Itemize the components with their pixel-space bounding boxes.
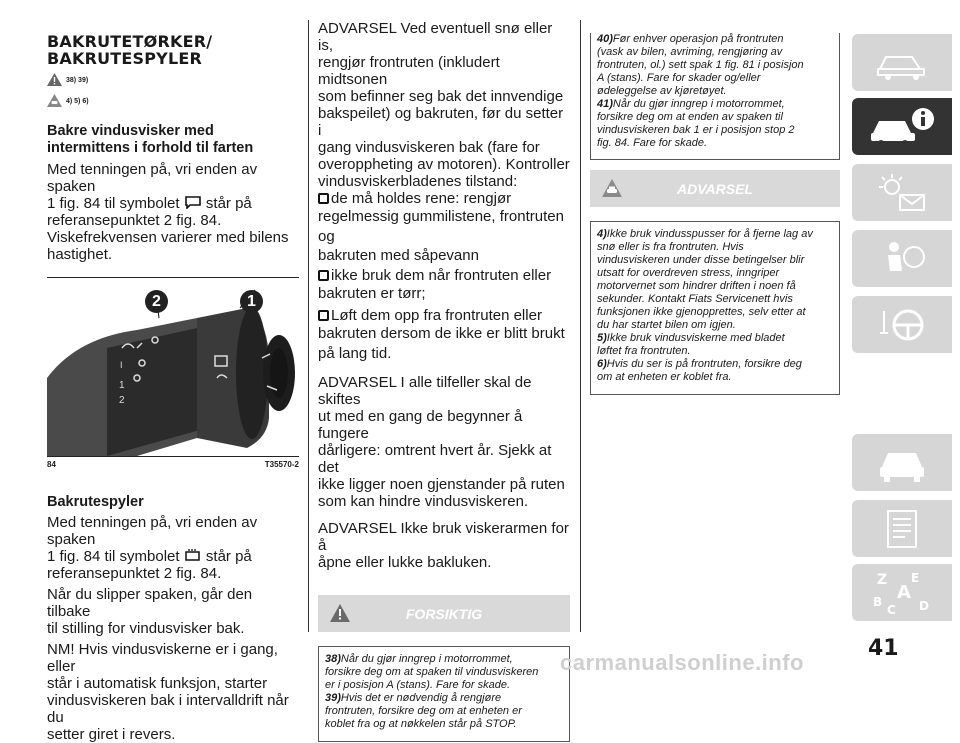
note-number: 4) bbox=[597, 228, 607, 240]
note-ref-1 bbox=[47, 73, 299, 88]
bullet-item-3 bbox=[318, 307, 570, 324]
text-line: ADVARSEL Ved eventuell snø eller is, bbox=[318, 20, 553, 54]
bullet-list bbox=[318, 190, 570, 364]
text-line: vindusviskerbladenes tilstand: bbox=[318, 173, 518, 190]
note-text: Ikke bruk vindusspusser for å fjerne lag av bbox=[606, 228, 813, 240]
note-text: (vask av bilen, avriming, rengjøring av bbox=[597, 46, 783, 58]
bullet-text: bakruten er tørr; bbox=[318, 285, 426, 302]
bullet-text: på lang tid. bbox=[318, 345, 392, 362]
warning-triangle-icon bbox=[330, 604, 350, 625]
text-line: gang vindusviskeren bak (fare for bbox=[318, 139, 540, 156]
note-text: Hvis det er nødvendig å rengjøre bbox=[340, 692, 502, 704]
caution-header bbox=[318, 595, 570, 632]
warning-title: ADVARSEL bbox=[677, 180, 753, 197]
paragraph-1-line: Med tenningen på, vri enden av spaken bbox=[47, 161, 258, 195]
subheading-rear-washer: Bakrutespyler bbox=[47, 494, 144, 510]
subheading-rear-wiper bbox=[47, 123, 299, 157]
text-line: rengjør frontruten (inkludert midtsonen bbox=[318, 54, 500, 88]
bullet-text: bakruten med såpevann bbox=[318, 247, 479, 264]
car-warning-icon bbox=[47, 94, 62, 109]
figure-caption bbox=[47, 460, 299, 469]
note-text: frontruten, forsikre deg om at enheten er bbox=[325, 705, 522, 717]
subheading-rear-wiper-line1: Bakre vindusvisker med bbox=[47, 123, 214, 139]
note-number: 6) bbox=[597, 358, 607, 370]
note-text: vindusviskeren under disse betingelser blir bbox=[597, 254, 805, 266]
bullet-square-icon bbox=[318, 310, 329, 321]
rear-wiper-symbol-icon bbox=[184, 195, 202, 212]
warning-6 bbox=[597, 358, 833, 371]
rear-washer-symbol-icon bbox=[184, 548, 202, 565]
warning-paragraph-tailgate bbox=[318, 520, 570, 571]
svg-text:D: D bbox=[919, 598, 929, 613]
alphabet-index-icon bbox=[867, 568, 937, 618]
car-info-icon bbox=[867, 105, 937, 149]
tab-technical-data[interactable] bbox=[852, 500, 952, 557]
text-line: ADVARSEL Ikke bruk viskerarmen for å bbox=[318, 520, 569, 554]
paragraph-4-line: setter giret i revers. bbox=[47, 726, 176, 743]
paragraph-2-text: står på bbox=[205, 548, 252, 565]
note-number: 39) bbox=[325, 692, 341, 704]
note-number: 5) bbox=[597, 332, 607, 344]
tab-emergency[interactable] bbox=[852, 434, 952, 491]
paragraph-2 bbox=[47, 514, 299, 582]
paragraph-1-line: Viskefrekvensen varierer med bilens bbox=[47, 229, 289, 246]
svg-text:E: E bbox=[911, 570, 920, 585]
note-text: du har startet bilen om igjen. bbox=[597, 319, 736, 331]
text-line: ut med en gang de begynner å fungere bbox=[318, 408, 523, 442]
callout-2: 2 bbox=[145, 290, 168, 313]
note-text: løftet fra frontruten. bbox=[597, 345, 691, 357]
note-38 bbox=[325, 653, 563, 666]
paragraph-2-line: referansepunktet 2 fig. 84. bbox=[47, 565, 222, 582]
note-text: ødeleggelse av kjøretøyet. bbox=[597, 85, 727, 97]
bullet-text: ikke bruk dem når frontruten eller bbox=[331, 267, 552, 284]
bullet-text: Løft dem opp fra frontruten eller bbox=[331, 307, 542, 324]
paragraph-3 bbox=[47, 586, 299, 637]
bullet-text: de må holdes rene: rengjør bbox=[331, 190, 512, 207]
note-text: koblet fra og at nøkkelen står på STOP. bbox=[325, 718, 517, 730]
column-divider-1 bbox=[308, 20, 309, 632]
paragraph-3-line: til stilling for vindusvisker bak. bbox=[47, 620, 245, 637]
figure-number: 84 bbox=[47, 460, 56, 469]
bullet-square-icon bbox=[318, 193, 329, 204]
tab-safety[interactable] bbox=[852, 230, 952, 287]
svg-text:I: I bbox=[120, 360, 123, 370]
note-text: Når du gjør inngrep i motorrommet, bbox=[340, 653, 513, 665]
note-ref-1-text: 38) 39) bbox=[66, 77, 89, 84]
svg-text:2: 2 bbox=[119, 395, 125, 406]
tab-lights-messages[interactable] bbox=[852, 164, 952, 221]
document-list-icon bbox=[872, 507, 932, 551]
note-number: 41) bbox=[597, 98, 613, 110]
note-text: Ikke bruk vindusviskerne med bladet bbox=[606, 332, 785, 344]
tab-starting-driving[interactable] bbox=[852, 296, 952, 353]
warning-5 bbox=[597, 332, 833, 345]
tab-dashboard[interactable] bbox=[852, 34, 952, 91]
text-line: ADVARSEL I alle tilfeller skal de skiftes bbox=[318, 374, 532, 408]
paragraph-1-line: hastighet. bbox=[47, 246, 113, 263]
callout-1: 1 bbox=[240, 290, 263, 313]
caution-box bbox=[318, 595, 570, 742]
paragraph-2-line bbox=[47, 548, 299, 565]
note-text: frontruten, ol.) sett spak 1 fig. 81 i posisjon bbox=[597, 59, 804, 71]
note-text: A (stans). Fare for skader og/eller bbox=[597, 72, 761, 84]
figure-code: T35570-2 bbox=[264, 460, 299, 469]
note-text: fig. 84. Fare for skade. bbox=[597, 137, 708, 149]
paragraph-1 bbox=[47, 161, 299, 263]
note-text: Før enhver operasjon på frontruten bbox=[612, 33, 784, 45]
caution-title: FORSIKTIG bbox=[405, 605, 483, 622]
note-number: 38) bbox=[325, 653, 341, 665]
tab-car-info[interactable] bbox=[852, 98, 952, 155]
paragraph-2-text: 1 fig. 84 til symbolet bbox=[47, 548, 180, 565]
warning-4 bbox=[597, 228, 833, 241]
text-line: åpne eller lukke bakluken. bbox=[318, 554, 492, 571]
airbag-person-icon bbox=[872, 237, 932, 281]
paragraph-2-line: Med tenningen på, vri enden av spaken bbox=[47, 514, 258, 548]
text-line: bakspeilet) og bakruten, før du setter i bbox=[318, 105, 564, 139]
lights-envelope-icon bbox=[872, 171, 932, 215]
note-text: forsikre deg om at spaken til vindusviskeren bbox=[325, 666, 539, 678]
car-dashboard-icon bbox=[872, 43, 932, 83]
page-number: 41 bbox=[868, 636, 899, 661]
warning-paragraph-replace bbox=[318, 374, 570, 510]
bullet-text: regelmessig gummilistene, frontruten og bbox=[318, 208, 564, 245]
warning-triangle-icon bbox=[47, 73, 62, 88]
text-line: som kan hindre vindusviskeren. bbox=[318, 493, 529, 510]
column-2 bbox=[318, 0, 570, 742]
paragraph-1-text: 1 fig. 84 til symbolet bbox=[47, 195, 180, 212]
subheading-rear-wiper-line2: intermittens i forhold til farten bbox=[47, 140, 254, 156]
paragraph-4-line: NM! Hvis vindusviskerne er i gang, eller bbox=[47, 641, 278, 675]
note-text: Hvis du ser is på frontruten, forsikre deg bbox=[606, 358, 802, 370]
note-text: sekunder. Kontakt Fiats Servicenett hvis bbox=[597, 293, 793, 305]
note-ref-2 bbox=[47, 94, 299, 109]
svg-text:A: A bbox=[897, 581, 911, 603]
column-1 bbox=[47, 0, 299, 743]
note-41 bbox=[597, 98, 833, 111]
paragraph-1-line: referansepunktet 2 fig. 84. bbox=[47, 212, 222, 229]
paragraph-1-line bbox=[47, 195, 299, 212]
note-text: vindusviskeren bak 1 er i posisjon stop 2 bbox=[597, 124, 795, 136]
section-title-line2: BAKRUTESPYLER bbox=[47, 49, 203, 68]
warning-paragraph-snow bbox=[318, 20, 570, 190]
note-text: utsatt for overdreven stress, inngriper bbox=[597, 267, 780, 279]
svg-text:B: B bbox=[873, 594, 883, 609]
note-number: 40) bbox=[597, 33, 613, 45]
car-warning-icon bbox=[602, 179, 622, 200]
figure-84 bbox=[47, 277, 299, 457]
svg-text:C: C bbox=[887, 602, 896, 617]
note-39 bbox=[325, 692, 563, 705]
bullet-square-icon bbox=[318, 270, 329, 281]
note-40 bbox=[597, 33, 833, 46]
paragraph-4 bbox=[47, 641, 299, 743]
note-text: forsikre deg om at enden av spaken til bbox=[597, 111, 783, 123]
text-line: ikke ligger noen gjenstander på ruten bbox=[318, 476, 565, 493]
section-title bbox=[47, 33, 299, 67]
note-text: er i posisjon A (stans). Fare for skade. bbox=[325, 679, 511, 691]
paragraph-4-line: står i automatisk funksjon, starter bbox=[47, 675, 268, 692]
warning-box bbox=[590, 170, 840, 395]
column-3 bbox=[590, 0, 840, 395]
text-line: som befinner seg bak det innvendige bbox=[318, 88, 564, 105]
caution-content bbox=[318, 646, 570, 742]
section-title-line1: BAKRUTETØRKER/ bbox=[47, 32, 213, 51]
car-front-icon bbox=[872, 441, 932, 485]
text-line: overoppheting av motoren). Kontroller bbox=[318, 156, 570, 173]
text-line: dårligere: omtrent hvert år. Sjekk at det bbox=[318, 442, 552, 476]
tab-index[interactable] bbox=[852, 564, 952, 621]
bullet-item-1 bbox=[318, 190, 570, 207]
svg-text:Z: Z bbox=[877, 571, 888, 588]
note-ref-2-text: 4) 5) 6) bbox=[66, 98, 89, 105]
bullet-item-2 bbox=[318, 267, 570, 284]
note-text: funksjonen ikke gjenopprettes, selv etter at bbox=[597, 306, 806, 318]
warning-header bbox=[590, 170, 840, 207]
watermark: carmanualsonline.info bbox=[560, 650, 804, 675]
note-text: Når du gjør inngrep i motorrommet, bbox=[612, 98, 785, 110]
column-divider-2 bbox=[580, 20, 581, 632]
note-text: om at enheten er koblet fra. bbox=[597, 371, 732, 383]
svg-text:1: 1 bbox=[119, 380, 125, 391]
note-text: motorvernet som hindrer driften i noen få bbox=[597, 280, 796, 292]
bullet-text: bakruten dersom de ikke er blitt brukt bbox=[318, 325, 565, 342]
note-text: snø eller is fra frontruten. Hvis bbox=[597, 241, 744, 253]
paragraph-3-line: Når du slipper spaken, går den tilbake bbox=[47, 586, 253, 620]
paragraph-4-line: vindusviskeren bak i intervalldrift når du bbox=[47, 692, 289, 726]
caution-continued-box bbox=[590, 33, 840, 160]
warning-content bbox=[590, 221, 840, 395]
paragraph-1-text: står på bbox=[205, 195, 252, 212]
steering-wheel-icon bbox=[872, 303, 932, 347]
